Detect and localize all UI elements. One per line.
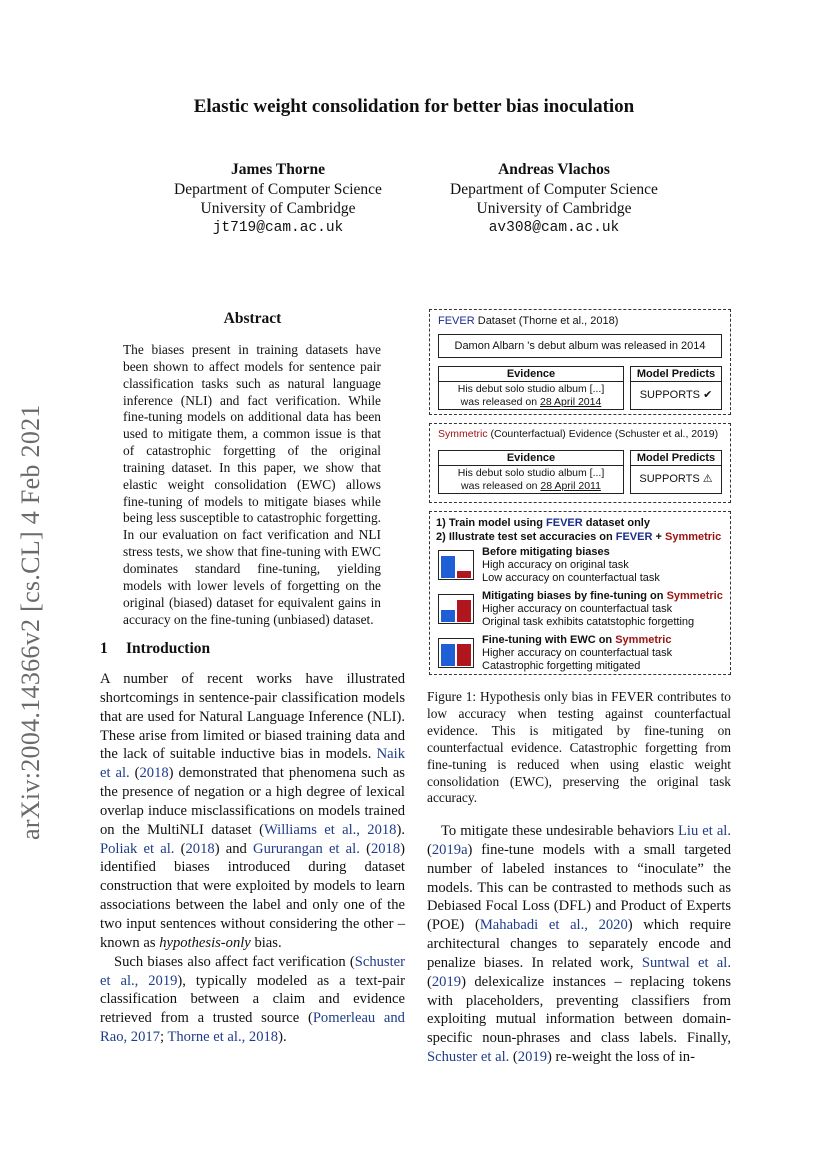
text-run: Mitigating biases by fine-tuning on xyxy=(482,590,667,602)
evidence-line: His debut solo studio album [...] xyxy=(457,383,605,395)
author-name: James Thorne xyxy=(230,161,325,178)
step-2 xyxy=(436,531,721,543)
symmetric-panel xyxy=(429,423,731,503)
section-title: Introduction xyxy=(126,640,211,657)
evidence-date: 28 April 2011 xyxy=(540,480,601,492)
citation-year-link[interactable]: 2018 xyxy=(370,840,401,857)
result-row xyxy=(436,634,726,674)
evidence-text xyxy=(439,383,623,409)
intro-right-column xyxy=(427,822,731,1067)
citation-link[interactable]: Liu et al. xyxy=(678,823,731,839)
citation-year-link[interactable]: 2019 xyxy=(517,1049,547,1066)
prediction-value: SUPPORTS ✔ xyxy=(639,389,713,401)
symmetric-label: Symmetric xyxy=(438,428,488,440)
evidence-line xyxy=(439,480,623,493)
author-dept: Department of Computer Science xyxy=(174,180,382,198)
counterfactual-accuracy-bar xyxy=(457,644,471,666)
text-run: and xyxy=(219,840,254,857)
text-run: ). xyxy=(396,821,405,838)
author-block-1 xyxy=(148,160,408,238)
intro-left-column xyxy=(100,670,405,1047)
panel-title xyxy=(438,315,618,327)
citation-link[interactable]: Pomerleau and Rao, 2017 xyxy=(100,1010,405,1046)
evidence-line: His debut solo studio album [...] xyxy=(457,467,605,479)
paper-title: Elastic weight consolidation for better bias inoculation xyxy=(193,96,635,117)
author-dept: Department of Computer Science xyxy=(450,180,658,198)
citation-link[interactable]: Schuster et al. xyxy=(427,1049,510,1066)
evidence-line xyxy=(439,396,623,409)
counterfactual-accuracy-bar xyxy=(457,600,471,622)
text-run: 1) Train model using xyxy=(436,517,547,529)
abstract-text: The biases present in training datasets have been shown to affect models for sentence pair classification tasks such as natural language inference (NLI) and fact verification. While fine-tuning models on additional data has been used to mitigate them, a common issue is that of catastrophic forgetting of the original training dataset. In this paper, we show that elastic weight consolidation (EWC) allows fine-tuning of models to mitigate biases while being less susceptible to catastrophic forgetting. In our evaluation on fact verification and NLI stress tests, we show that fine-tuning with EWC dominates standard fine-tuning, yielding models with lower levels of forgetting on the original (biased) dataset for equivalent gains in accuracy on the fine-tuning (unbiased) dataset. xyxy=(123,342,381,627)
result-line: Higher accuracy on counterfactual task xyxy=(482,647,673,659)
text-run: A number of recent works have illustrated shortcomings in sentence-pair classification models that are used for Natural Language Inference (NLI). These arise from limited or biased training data and the lack of suitable inductive bias in models. xyxy=(100,671,405,763)
result-row xyxy=(436,546,726,586)
section-number: 1 xyxy=(100,640,108,657)
prediction-box xyxy=(630,366,722,410)
symmetric-label: Symmetric xyxy=(615,634,672,646)
result-title xyxy=(482,590,723,603)
evidence-text xyxy=(439,467,623,493)
method-panel xyxy=(429,511,731,675)
author-email[interactable]: jt719@cam.ac.uk xyxy=(212,219,344,236)
text-run: 2) Illustrate test set accuracies on xyxy=(436,531,616,543)
author-uni: University of Cambridge xyxy=(200,200,356,217)
text-run: bias. xyxy=(250,934,282,951)
author-uni: University of Cambridge xyxy=(476,200,632,217)
abstract-heading: Abstract xyxy=(223,310,282,327)
step-1 xyxy=(436,517,650,529)
citation-link[interactable]: Naik et al. xyxy=(100,746,405,782)
text-run: was released on xyxy=(461,480,541,492)
figure-1 xyxy=(429,309,731,675)
citation-year-link[interactable]: 2018 xyxy=(139,765,169,782)
text-run: demonstrated that phenomena such as the presence of negation or a high degree of lexical overlap induce misclassifications on models trained on the MultiNLI dataset ( xyxy=(100,765,405,838)
citation-year-link[interactable]: 2018 xyxy=(185,840,215,857)
prediction-label: Model Predicts xyxy=(631,367,721,382)
result-text xyxy=(482,634,672,673)
text-run: re-weight the loss of in- xyxy=(551,1049,695,1066)
original-accuracy-bar xyxy=(441,610,455,622)
citation-year-link[interactable]: 2019 xyxy=(431,973,462,990)
result-title xyxy=(482,634,672,647)
text-run: To mitigate these undesirable behaviors xyxy=(441,823,679,839)
text-run: Before mitigating biases xyxy=(482,546,610,558)
citation-link[interactable]: Williams et al., 2018 xyxy=(263,821,397,838)
citation-link[interactable]: Schuster et al., 2019 xyxy=(100,953,405,989)
result-line: Low accuracy on counterfactual task xyxy=(482,572,660,584)
accuracy-bars-icon xyxy=(438,594,474,624)
result-text xyxy=(482,590,723,629)
emphasis-text: hypothesis-only xyxy=(159,934,251,951)
intro-paragraph-1: A number of recent works have illustrated shortcomings in sentence-pair classification models that are used for Natural Language Inference (NLI). These arise from limited or biased training data and the lack of suitable inductive bias in models. Naik et al. (2018) demonstrated that phenomena such as the presence of negation or a high degree of lexical overlap induce misclassifications on models trained on the MultiNLI dataset (Williams et al., 2018). Poliak et al. (2018) and Gururangan et al. (2018) identified biases introduced during dataset construction that were exploited by models to learn associations between the label and only one of the two input sentences without considering the other – known as hypothesis-only bias. xyxy=(100,671,406,951)
citation-link[interactable]: Poliak et al. xyxy=(100,840,175,857)
text-run: identified biases introduced during dataset construction that were exploited by models to learn associations between the label and only one of the two input sentences without considering the other – known as xyxy=(100,859,405,951)
citation-link[interactable]: Thorne et al., 2018 xyxy=(167,1029,279,1046)
section-heading xyxy=(100,640,210,658)
text-run: ; xyxy=(160,1029,168,1046)
accuracy-bars-icon xyxy=(438,550,474,580)
panel-title-text: Dataset (Thorne et al., 2018) xyxy=(474,315,619,327)
text-run: fine-tune models with a small targeted number of labeled instances to “inoculate” the models. This can be contrasted to methods such as Debiased Focal Loss (DFL) and Product of Experts (POE) ( xyxy=(427,841,731,934)
result-line: Catastrophic forgetting mitigated xyxy=(482,660,641,672)
original-accuracy-bar xyxy=(441,644,455,666)
panel-title xyxy=(438,428,718,440)
claim-box: Damon Albarn 's debut album was released in 2014 xyxy=(438,334,722,358)
prediction-label: Model Predicts xyxy=(631,451,721,466)
result-line: High accuracy on original task xyxy=(482,559,629,571)
evidence-box xyxy=(438,366,624,410)
result-line: Higher accuracy on counterfactual task xyxy=(482,603,673,615)
arxiv-identifier: arXiv:2004.14366v2 [cs.CL] 4 Feb 2021 xyxy=(16,404,45,840)
text-run: was released on xyxy=(460,396,541,408)
citation-year-link[interactable]: 2019a xyxy=(431,841,468,858)
fever-dataset-panel xyxy=(429,309,731,415)
text-run: Fine-tuning with EWC on xyxy=(482,634,616,646)
accuracy-bars-icon xyxy=(438,638,474,668)
counterfactual-accuracy-bar xyxy=(457,571,471,578)
result-line: Original task exhibits catatstophic forgetting xyxy=(482,616,695,628)
original-accuracy-bar xyxy=(441,556,455,578)
intro-paragraph-3: To mitigate these undesirable behaviors Liu et al. (2019a) fine-tune models with a small targeted number of labeled instances to “inoculate” the models. This can be contrasted to methods such as Debiased Focal Loss (DFL) and Product of Experts (POE) (Mahabadi et al., 2020) which require architectural changes to separately encode and penalize biases. In related work, Suntwal et al. (2019) delexicalize instances – replacing tokens with placeholders, preventing classifiers from exploiting mutual information between domain-specific noun-phrases and class labels. Finally, Schuster et al. (2019) re-weight the loss of in- xyxy=(427,823,731,1066)
text-run: delexicalize instances – replacing tokens with placeholders, preventing classifiers from exploiting mutual information between domain-specific noun-phrases and class labels. Finally, xyxy=(427,973,731,1047)
result-title xyxy=(482,546,660,559)
fever-label: FEVER xyxy=(546,517,583,529)
intro-paragraph-2 xyxy=(100,953,405,1047)
evidence-label: Evidence xyxy=(439,451,623,466)
evidence-date: 28 April 2014 xyxy=(540,396,602,408)
result-text xyxy=(482,546,660,585)
citation-link[interactable]: Gururangan et al. xyxy=(253,840,360,857)
text-run: Such biases also affect fact verification ( xyxy=(114,953,355,970)
text-run: ) which require architectural changes to separately encode and penalize biases. In related work, xyxy=(427,917,731,971)
prediction-box xyxy=(630,450,722,494)
fever-label: FEVER xyxy=(438,315,475,327)
author-email[interactable]: av308@cam.ac.uk xyxy=(488,219,620,236)
evidence-box xyxy=(438,450,624,494)
symmetric-label: Symmetric xyxy=(666,590,723,602)
result-row xyxy=(436,590,726,630)
text-run: + xyxy=(652,531,665,543)
author-name: Andreas Vlachos xyxy=(498,161,610,178)
text-run: dataset only xyxy=(582,517,650,529)
citation-link[interactable]: Suntwal et al. xyxy=(641,954,731,971)
panel-title-text: (Counterfactual) Evidence (Schuster et al., 2019) xyxy=(487,428,719,440)
evidence-label: Evidence xyxy=(439,367,623,382)
symmetric-label: Symmetric xyxy=(664,531,722,543)
prediction-value: SUPPORTS ⚠ xyxy=(639,473,713,485)
author-block-2 xyxy=(424,160,684,238)
fever-label: FEVER xyxy=(615,531,653,543)
text-run: ). xyxy=(278,1029,287,1046)
citation-link[interactable]: Mahabadi et al., 2020 xyxy=(479,917,628,934)
text-run: ), typically modeled as a text-pair classification between a claim and evidence retrieved from a trusted source ( xyxy=(100,972,405,1027)
figure-caption: Figure 1: Hypothesis only bias in FEVER contributes to low accuracy when testing against counterfactual evidence. This is mitigated by fine-tuning on counterfactual evidence. Catastrophic forgetting from fine-tuning is reduced when using elastic weight consolidation (EWC), preserving the original task accuracy. xyxy=(427,689,731,806)
